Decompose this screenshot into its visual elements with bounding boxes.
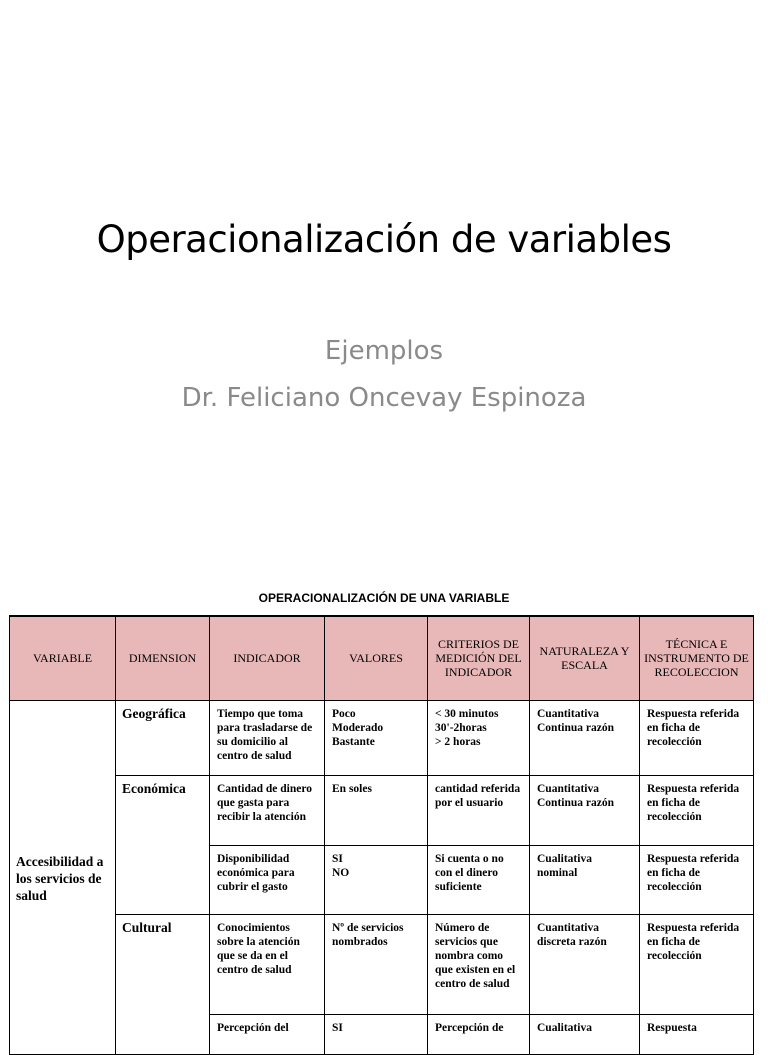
table-header-row (10, 616, 754, 700)
valores-cell (325, 700, 428, 775)
valores-cell (325, 775, 428, 845)
table-row (10, 775, 754, 845)
header-variable: VARIABLE (10, 616, 116, 700)
indicador-cell: Disponibilidad económica para cubrir el gasto (210, 845, 325, 914)
indicador-cell: Tiempo que toma para trasladarse de su domicilio al centro de salud (210, 700, 325, 775)
slide-title: Operacionalización de variables (96, 218, 672, 261)
criterio-item: < 30 minutos (435, 707, 499, 720)
dimension-cell: Económica (116, 775, 210, 914)
criterio-item: Número de servicios que nombra como que existen en el centro de salud (435, 921, 516, 990)
tecnica-cell: Respuesta referida en ficha de recolección (640, 914, 754, 1014)
table-row (10, 700, 754, 775)
valor-item: Moderado (332, 721, 384, 734)
naturaleza-cell: Cualitativa (530, 1014, 640, 1054)
operationalization-table (9, 615, 754, 1055)
valores-cell (325, 845, 428, 914)
criterio-item: cantidad referida por el usuario (435, 782, 521, 809)
header-dimension: DIMENSION (116, 616, 210, 700)
tecnica-cell: Respuesta (640, 1014, 754, 1054)
criterio-item: > 2 horas (435, 735, 481, 748)
criterio-item: 30'-2horas (435, 721, 487, 734)
header-valores: VALORES (325, 616, 428, 700)
criterios-cell (428, 775, 530, 845)
criterio-item: Si cuenta o no con el dinero suficiente (435, 852, 504, 893)
tecnica-cell: Respuesta referida en ficha de recolección (640, 845, 754, 914)
valor-item: SI (332, 1021, 343, 1034)
slide-subtitle: Ejemplos (324, 336, 444, 366)
valor-item: Poco (332, 707, 356, 720)
valor-item: SI (332, 852, 343, 865)
indicador-cell: Percepción del (210, 1014, 325, 1054)
valores-cell (325, 1014, 428, 1054)
dimension-cell: Geográfica (116, 700, 210, 775)
valor-item: En soles (332, 782, 372, 795)
valor-item: NO (332, 866, 350, 879)
criterio-item: Percepción de (435, 1021, 504, 1034)
table-caption: OPERACIONALIZACIÓN DE UNA VARIABLE (258, 591, 510, 605)
header-tecnica: TÉCNICA E INSTRUMENTO DE RECOLECCION (640, 616, 754, 700)
naturaleza-cell: Cuantitativa Continua razón (530, 775, 640, 845)
naturaleza-cell: Cuantitativa discreta razón (530, 914, 640, 1014)
criterios-cell (428, 914, 530, 1014)
valor-item: Bastante (332, 735, 375, 748)
criterios-cell (428, 700, 530, 775)
tecnica-cell: Respuesta referida en ficha de recolección (640, 700, 754, 775)
variable-cell: Accesibilidad a los servicios de salud (10, 700, 116, 1054)
header-criterios: CRITERIOS DE MEDICIÓN DEL INDICADOR (428, 616, 530, 700)
table-row (10, 914, 754, 1014)
dimension-cell: Cultural (116, 914, 210, 1054)
header-indicador: INDICADOR (210, 616, 325, 700)
naturaleza-cell: Cualitativa nominal (530, 845, 640, 914)
indicador-cell: Conocimientos sobre la atención que se da en el centro de salud (210, 914, 325, 1014)
naturaleza-cell: Cuantitativa Continua razón (530, 700, 640, 775)
valor-item: Nº de servicios nombrados (332, 921, 404, 948)
indicador-cell: Cantidad de dinero que gasta para recibir la atención (210, 775, 325, 845)
header-naturaleza: NATURALEZA Y ESCALA (530, 616, 640, 700)
valores-cell (325, 914, 428, 1014)
criterios-cell (428, 1014, 530, 1054)
tecnica-cell: Respuesta referida en ficha de recolección (640, 775, 754, 845)
criterios-cell (428, 845, 530, 914)
slide-author: Dr. Feliciano Oncevay Espinoza (181, 383, 587, 413)
